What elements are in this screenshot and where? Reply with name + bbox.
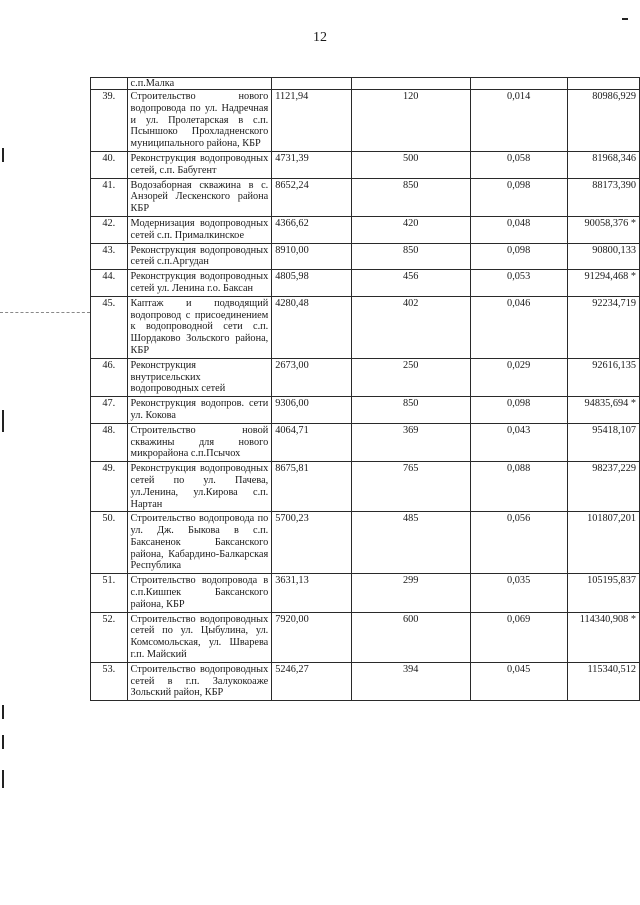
scan-mark (2, 410, 4, 432)
table-row (91, 178, 640, 216)
cell-v3: 0,053 (470, 270, 567, 297)
scan-mark (2, 770, 4, 788)
cell-v1: 4731,39 (272, 151, 352, 178)
cell-v1: 5246,27 (272, 662, 352, 700)
cell-name: Водозаборная скважина в с. Анзорей Лескенского района КБР (127, 178, 272, 216)
cell-num (91, 78, 128, 90)
cell-name: Строительство водопровода в с.п.Кишпек Баксанского района, КБР (127, 574, 272, 612)
cell-v4: 101807,201 (567, 512, 639, 574)
table-row (91, 151, 640, 178)
cell-name: Строительство нового водопровода по ул. Надречная и ул. Пролетарская в с.п. Псыншоко Прохладненского муниципального района, КБР (127, 90, 272, 152)
table-row (91, 574, 640, 612)
cell-name: Реконструкция водопроводных сетей ул. Ленина г.о. Баксан (127, 270, 272, 297)
cell-num: 39. (91, 90, 128, 152)
cell-v4: 114340,908 * (567, 612, 639, 662)
cell-v1 (272, 78, 352, 90)
scan-mark (2, 705, 4, 719)
table-row (91, 296, 640, 358)
cell-num: 51. (91, 574, 128, 612)
table-row (91, 358, 640, 396)
cell-num: 43. (91, 243, 128, 270)
cell-v2: 850 (351, 243, 470, 270)
cell-num: 41. (91, 178, 128, 216)
cell-v1: 4280,48 (272, 296, 352, 358)
page-number: 12 (313, 30, 327, 45)
cell-v3: 0,014 (470, 90, 567, 152)
cell-v2: 369 (351, 423, 470, 461)
cell-num: 44. (91, 270, 128, 297)
cell-name: Каптаж и подводящий водопровод с присоединением к водопроводной сети с.п. Шордаково Зольского района, КБР (127, 296, 272, 358)
cell-v1: 9306,00 (272, 397, 352, 424)
cell-v3: 0,046 (470, 296, 567, 358)
cell-v3: 0,069 (470, 612, 567, 662)
cell-v2: 456 (351, 270, 470, 297)
table-row (91, 216, 640, 243)
cell-v2: 850 (351, 178, 470, 216)
cell-v2: 500 (351, 151, 470, 178)
cell-name: Строительство водопровода по ул. Дж. Быкова в с.п. Баксаненок Баксанского района, Кабардино-Балкарская Республика (127, 512, 272, 574)
cell-name: Реконструкция водопроводных сетей, с.п. Бабугент (127, 151, 272, 178)
table-row-continued (91, 78, 640, 90)
cell-v3: 0,098 (470, 178, 567, 216)
cell-num: 52. (91, 612, 128, 662)
cell-num: 45. (91, 296, 128, 358)
table-row (91, 612, 640, 662)
table-body (91, 78, 640, 701)
cell-v1: 8675,81 (272, 462, 352, 512)
cell-v3: 0,035 (470, 574, 567, 612)
cell-num: 47. (91, 397, 128, 424)
cell-v3: 0,098 (470, 397, 567, 424)
scan-mark (2, 735, 4, 749)
cell-num: 50. (91, 512, 128, 574)
cell-name: Модернизация водопроводных сетей с.п. Прималкинское (127, 216, 272, 243)
cell-num: 42. (91, 216, 128, 243)
scan-mark (2, 148, 4, 162)
cell-v4: 92616,135 (567, 358, 639, 396)
cell-v4: 95418,107 (567, 423, 639, 461)
cell-v3: 0,098 (470, 243, 567, 270)
cell-v3: 0,056 (470, 512, 567, 574)
cell-v4: 80986,929 (567, 90, 639, 152)
cell-v1: 5700,23 (272, 512, 352, 574)
cell-name: Реконструкция внутрисельских водопроводных сетей (127, 358, 272, 396)
cell-v1: 8652,24 (272, 178, 352, 216)
cell-name: с.п.Малка (127, 78, 272, 90)
cell-v4: 81968,346 (567, 151, 639, 178)
table-row (91, 512, 640, 574)
cell-v1: 3631,13 (272, 574, 352, 612)
cell-name: Реконструкция водопроводных сетей по ул. Пачева, ул.Ленина, ул.Кирова с.п. Нартан (127, 462, 272, 512)
cell-num: 40. (91, 151, 128, 178)
cell-v4: 94835,694 * (567, 397, 639, 424)
cell-num: 46. (91, 358, 128, 396)
cell-v4: 90800,133 (567, 243, 639, 270)
cell-v1: 8910,00 (272, 243, 352, 270)
cell-v4: 90058,376 * (567, 216, 639, 243)
cell-v1: 7920,00 (272, 612, 352, 662)
table-row (91, 423, 640, 461)
cell-v2: 394 (351, 662, 470, 700)
cell-v3: 0,029 (470, 358, 567, 396)
cell-v3: 0,058 (470, 151, 567, 178)
cell-v2 (351, 78, 470, 90)
cell-v2: 420 (351, 216, 470, 243)
cell-v2: 402 (351, 296, 470, 358)
cell-v1: 4805,98 (272, 270, 352, 297)
cell-v2: 485 (351, 512, 470, 574)
cell-v4: 91294,468 * (567, 270, 639, 297)
cell-v4: 98237,229 (567, 462, 639, 512)
cell-v2: 850 (351, 397, 470, 424)
cell-name: Реконструкция водопроводных сетей с.п.Аргудан (127, 243, 272, 270)
table-row (91, 90, 640, 152)
cell-v1: 1121,94 (272, 90, 352, 152)
cell-v2: 765 (351, 462, 470, 512)
cell-name: Строительство водопроводных сетей в г.п. Залукокоаже Зольский район, КБР (127, 662, 272, 700)
cell-name: Строительство водопроводных сетей по ул. Цыбулина, ул. Комсомольская, ул. Шварева г.п. Майский (127, 612, 272, 662)
cell-v1: 2673,00 (272, 358, 352, 396)
cell-v2: 120 (351, 90, 470, 152)
cell-v4: 105195,837 (567, 574, 639, 612)
cell-v1: 4064,71 (272, 423, 352, 461)
cell-v2: 299 (351, 574, 470, 612)
scan-mark (622, 18, 628, 20)
cell-v2: 250 (351, 358, 470, 396)
table-row (91, 462, 640, 512)
table-row (91, 270, 640, 297)
cell-name: Строительство новой скважины для нового микрорайона с.п.Псычох (127, 423, 272, 461)
scan-dash-line (0, 312, 90, 313)
cell-num: 48. (91, 423, 128, 461)
data-table (90, 77, 640, 701)
cell-num: 53. (91, 662, 128, 700)
table-row (91, 397, 640, 424)
cell-v4: 88173,390 (567, 178, 639, 216)
cell-num: 49. (91, 462, 128, 512)
cell-v3: 0,048 (470, 216, 567, 243)
cell-v3 (470, 78, 567, 90)
cell-v1: 4366,62 (272, 216, 352, 243)
table-row (91, 243, 640, 270)
cell-v4: 92234,719 (567, 296, 639, 358)
cell-v2: 600 (351, 612, 470, 662)
cell-v3: 0,088 (470, 462, 567, 512)
cell-v4 (567, 78, 639, 90)
cell-v4: 115340,512 (567, 662, 639, 700)
cell-v3: 0,045 (470, 662, 567, 700)
cell-name: Реконструкция водопров. сети ул. Кокова (127, 397, 272, 424)
cell-v3: 0,043 (470, 423, 567, 461)
table-row (91, 662, 640, 700)
